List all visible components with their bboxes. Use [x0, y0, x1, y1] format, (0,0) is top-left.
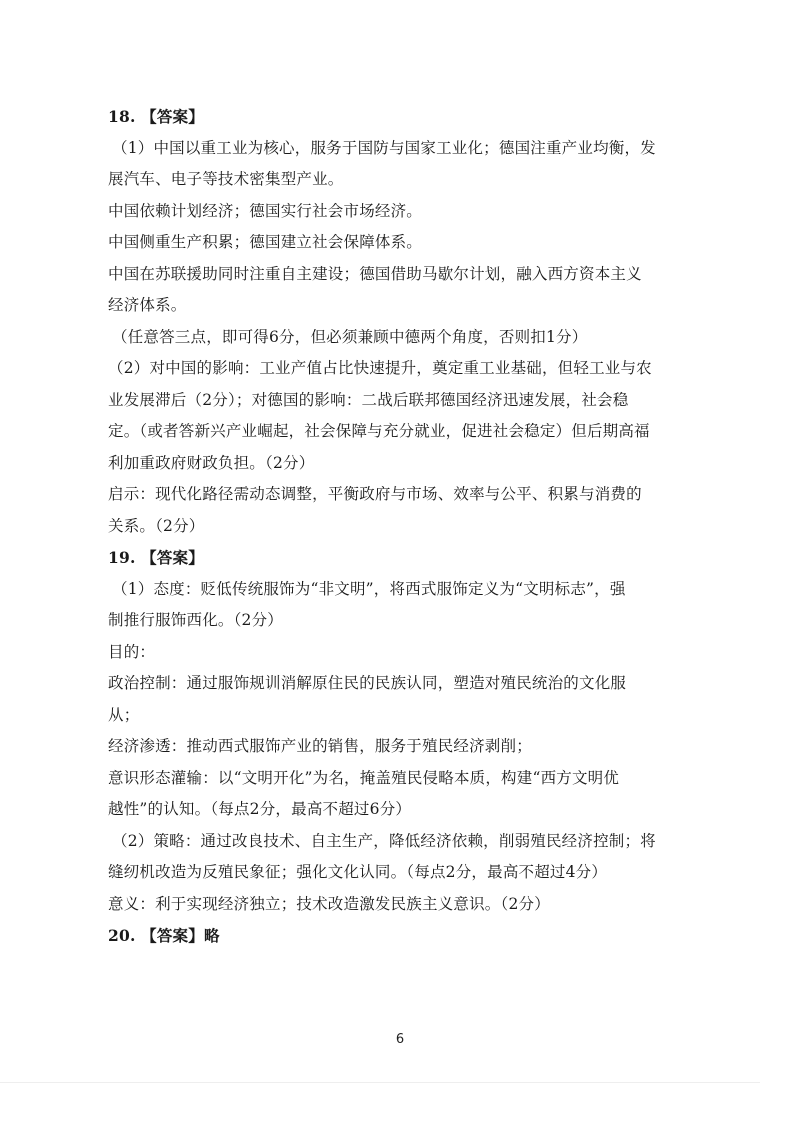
page-number: 6: [395, 1032, 405, 1047]
q18-insight-line2: 关系。（2分）: [108, 516, 205, 535]
q18-part2-line4: 利加重政府财政负担。（2分）: [108, 453, 315, 472]
q18-heading: 18. 【答案】: [108, 107, 204, 126]
q18-part2-line2: 业发展滞后（2分）；对德国的影响：二战后联邦德国经济迅速发展，社会稳: [108, 390, 629, 409]
q18-part1-line6: 经济体系。: [108, 296, 187, 314]
q18-part2-line1: （2）对中国的影响：工业产值占比快速提升，奠定重工业基础，但轻工业与农: [108, 359, 652, 377]
q19-political-line1: 政治控制：通过服饰规训消解原住民的民族认同，塑造对殖民统治的文化服: [108, 674, 627, 692]
q18-part1-line4: 中国侧重生产积累；德国建立社会保障体系。: [108, 233, 423, 251]
q19-part1-line2: 制推行服饰西化。（2分）: [108, 611, 284, 629]
q19-part2-line2: 缝纫机改造为反殖民象征；强化文化认同。（每点2分，最高不超过4分）: [108, 863, 608, 881]
q18-scoring-note: （任意答三点，即可得6分，但必须兼顾中德两个角度，否则扣1分）: [112, 327, 588, 346]
q19-part1-line1: （1）态度：贬低传统服饰为“非文明”，将西式服饰定义为“文明标志”，强: [112, 579, 626, 598]
q19-economic-line: 经济渗透：推动西式服饰产业的销售，服务于殖民经济剥削；: [108, 737, 532, 755]
q19-ideology-line1: 意识形态灌输：以“文明开化”为名，掩盖殖民侵略本质，构建“西方文明优: [108, 768, 620, 787]
q18-part2-line3: 定。（或者答新兴产业崛起，社会保障与充分就业，促进社会稳定）但后期高福: [108, 422, 650, 440]
q18-part1-line3: 中国依赖计划经济；德国实行社会市场经济。: [108, 201, 423, 220]
q18-insight-line1: 启示：现代化路径需动态调整，平衡政府与市场、效率与公平、积累与消费的: [108, 485, 642, 503]
q19-significance-line: 意义：利于实现经济独立；技术改造激发民族主义意识。（2分）: [108, 894, 550, 913]
q19-part2-line1: （2）策略：通过改良技术、自主生产，降低经济依赖，削弱殖民经济控制；将: [112, 831, 656, 850]
q18-part1-line5: 中国在苏联援助同时注重自主建设；德国借助马歇尔计划，融入西方资本主义: [108, 264, 642, 283]
q18-part1-line2: 展汽车、电子等技术密集型产业。: [108, 170, 344, 188]
q20-heading: 20. 【答案】略: [108, 926, 220, 945]
q18-part1-line1: （1）中国以重工业为核心，服务于国防与国家工业化；德国注重产业均衡，发: [112, 138, 656, 157]
page-bottom-divider: [0, 1082, 760, 1083]
q19-purpose-label: 目的：: [108, 642, 156, 661]
q19-heading: 19. 【答案】: [108, 548, 204, 567]
q19-ideology-line2: 越性”的认知。（每点2分，最高不超过6分）: [108, 800, 412, 818]
q19-political-line2: 从；: [108, 705, 140, 724]
answer-content: [108, 101, 688, 952]
